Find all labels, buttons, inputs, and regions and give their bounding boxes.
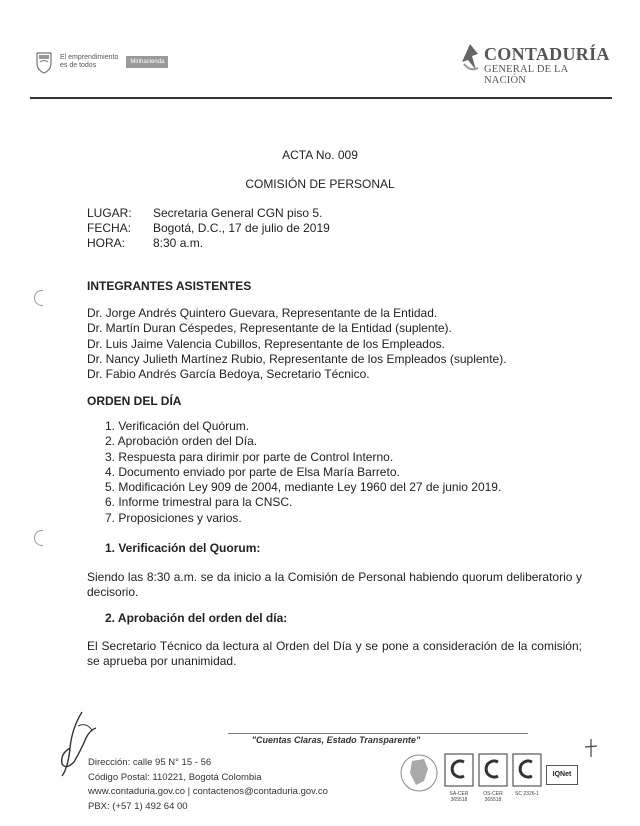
footer-motto: "Cuentas Claras, Estado Transparente" — [251, 735, 421, 745]
document-title: COMISIÓN DE PERSONAL — [245, 177, 395, 191]
footer-address: Dirección: calle 95 N° 15 - 56 — [88, 757, 212, 768]
gov-text — [60, 54, 118, 70]
gov-line-1: El emprendimiento — [60, 54, 119, 61]
footer-divider — [228, 733, 528, 734]
org-title: CONTADURÍA — [484, 44, 610, 64]
field-lugar — [87, 206, 322, 220]
list-item: 7. Proposiciones y varios. — [105, 510, 242, 525]
colombia-map-icon — [400, 751, 438, 795]
list-item: 4. Documento enviado por parte de Elsa María Barreto. — [105, 464, 400, 479]
footer-contact — [88, 756, 328, 814]
field-hora — [87, 236, 203, 250]
section-1-text: Siendo las 8:30 a.m. se da inicio a la Comisión de Personal habiendo quorum deliberatorio y decisorio. — [87, 570, 582, 599]
list-item: 5. Modificación Ley 909 de 2004, mediante Ley 1960 del 27 de junio 2019. — [105, 480, 502, 495]
cert-code: SC 2326-1 — [515, 791, 539, 797]
field-value: Secretaria General CGN piso 5. — [153, 206, 323, 220]
list-item: 6. Informe trimestral para la CNSC. — [105, 495, 293, 510]
iqnet-badge: IQNet — [546, 765, 578, 785]
field-label: HORA: — [87, 236, 126, 250]
attendees-list — [87, 306, 507, 382]
field-fecha — [87, 221, 330, 235]
cgn-logo — [458, 42, 610, 86]
icontec-seal-icon — [444, 753, 474, 787]
margin-mark — [34, 530, 43, 546]
margin-mark — [34, 290, 43, 306]
field-label: LUGAR: — [87, 206, 132, 220]
section-2-text: El Secretario Técnico da lectura al Orden del Día y se pone a consideración de la comisión; se aprueba por unanimidad. — [87, 639, 582, 668]
certification-seals — [400, 745, 580, 815]
org-subtitle: GENERAL DE LA NACIÓN — [484, 64, 568, 86]
header-divider — [30, 97, 612, 99]
field-value: Bogotá, D.C., 17 de julio de 2019 — [153, 221, 330, 235]
section-1-heading: 1. Verificación del Quorum: — [105, 541, 261, 555]
list-item: Dr. Martín Duran Céspedes, Representante de la Entidad (suplente). — [87, 321, 452, 336]
list-item: 1. Verificación del Quórum. — [105, 419, 250, 433]
cgn-emblem-icon — [458, 42, 482, 76]
attendees-heading: INTEGRANTES ASISTENTES — [87, 279, 252, 293]
footer-web-link[interactable]: www.contaduria.gov.co | contactenos@contaduria.gov.co — [88, 786, 328, 798]
footer-phone: PBX: (+57 1) 492 64 00 — [88, 800, 188, 812]
gov-line-2: es de todos — [60, 62, 97, 69]
cert-code: OS-CER 365518 — [483, 791, 503, 803]
list-item: Dr. Fabio Andrés García Bedoya, Secretario Técnico. — [87, 367, 370, 382]
colombia-shield-icon — [34, 50, 54, 74]
footer-postal: Código Postal: 110221, Bogotá Colombia — [88, 771, 262, 783]
list-item: 2. Aprobación orden del Día. — [105, 434, 258, 449]
field-label: FECHA: — [87, 221, 132, 235]
list-item: Dr. Jorge Andrés Quintero Guevara, Representante de la Entidad. — [87, 306, 438, 320]
acta-number: ACTA No. 009 — [282, 148, 358, 162]
list-item: Dr. Nancy Julieth Martínez Rubio, Representante de los Empleados (suplente). — [87, 351, 507, 366]
minhacienda-badge: Minhacienda — [126, 56, 168, 68]
agenda-list — [105, 419, 501, 526]
icontec-seal-icon — [512, 753, 542, 787]
margin-mark-plus — [584, 738, 598, 758]
list-item: 3. Respuesta para dirimir por parte de Control Interno. — [105, 449, 394, 464]
government-branding — [34, 47, 199, 77]
list-item: Dr. Luis Jaime Valencia Cubillos, Representante de los Empleados. — [87, 336, 445, 351]
section-2-heading: 2. Aprobación del orden del día: — [105, 611, 288, 625]
agenda-heading: ORDEN DEL DÍA — [87, 394, 182, 408]
field-value: 8:30 a.m. — [153, 236, 204, 250]
cert-code: SA-CER 365518 — [449, 791, 469, 803]
icontec-seal-icon — [478, 753, 508, 787]
